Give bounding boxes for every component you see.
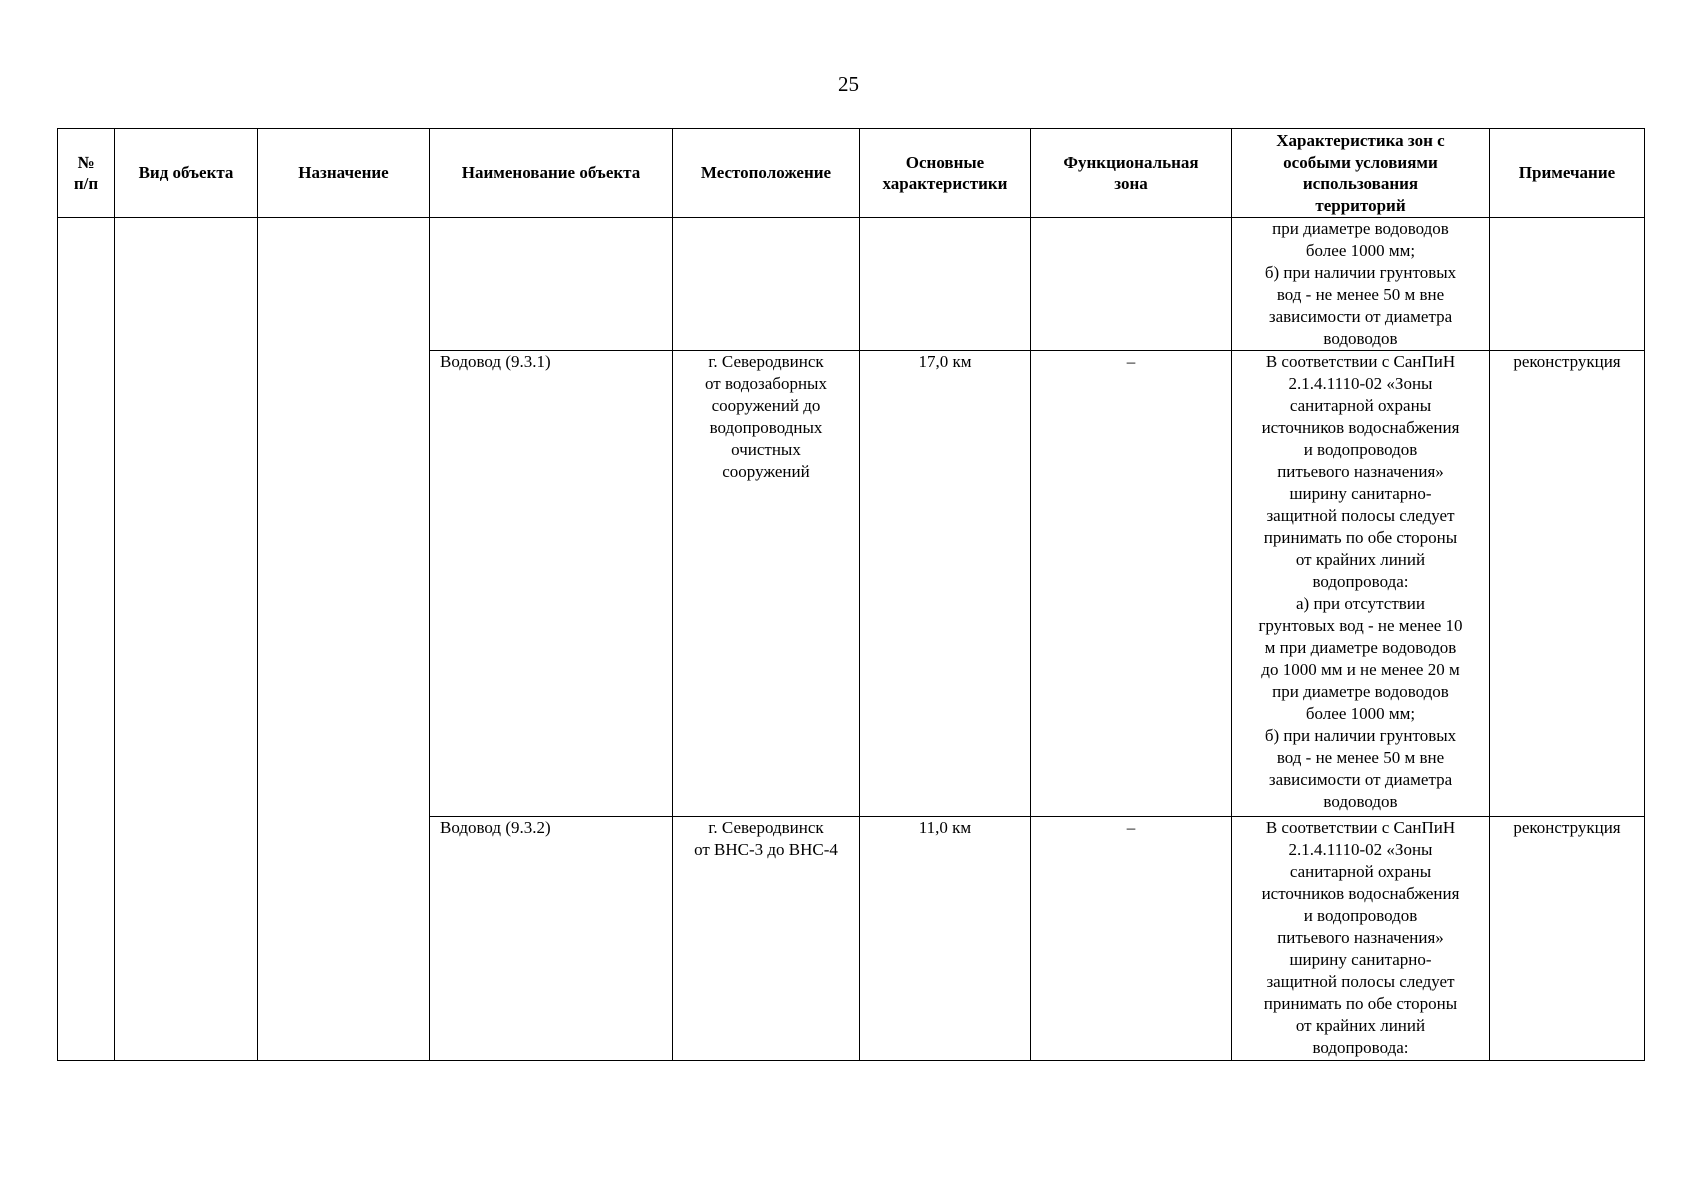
header-note: Примечание — [1490, 129, 1645, 218]
cell-functional-zone: – — [1031, 817, 1232, 1061]
cell-object-name — [430, 218, 673, 351]
header-object-name: Наименование объекта — [430, 129, 673, 218]
page-number: 25 — [838, 72, 859, 96]
cell-characteristics — [860, 218, 1031, 351]
cell-location: г. Северодвинск от водозаборных сооружений до водопроводных очистных сооружений — [673, 351, 860, 817]
header-purpose: Назначение — [258, 129, 430, 218]
table-header-row — [58, 129, 1645, 218]
cell-special-zones: при диаметре водоводов более 1000 мм; б) при наличии грунтовых вод - не менее 50 м вне зависимости от диаметра водоводов — [1232, 218, 1490, 351]
cell-functional-zone — [1031, 218, 1232, 351]
cell-characteristics: 17,0 км — [860, 351, 1031, 817]
header-characteristics: Основные характеристики — [860, 129, 1031, 218]
header-location: Местоположение — [673, 129, 860, 218]
cell-note: реконструкция — [1490, 817, 1645, 1061]
header-functional-zone: Функциональная зона — [1031, 129, 1232, 218]
cell-special-zones: В соответствии с СанПиН 2.1.4.1110-02 «Зоны санитарной охраны источников водоснабжения и водопроводов питьевого назначения» ширину санитарно- защитной полосы следует принимать по обе стороны от крайних линий водопровода: а) при отсутствии грунтовых вод - не менее 10 м при диаметре водоводов до 1000 мм и не менее 20 м при диаметре водоводов более 1000 мм; б) при наличии грунтовых вод - не менее 50 м вне зависимости от диаметра водоводов — [1232, 351, 1490, 817]
header-special-zones: Характеристика зон с особыми условиями использования территорий — [1232, 129, 1490, 218]
cell-note: реконструкция — [1490, 351, 1645, 817]
cell-functional-zone: – — [1031, 351, 1232, 817]
cell-object-name: Водовод (9.3.1) — [430, 351, 673, 817]
header-object-type: Вид объекта — [115, 129, 258, 218]
cell-location — [673, 218, 860, 351]
cell-special-zones: В соответствии с СанПиН 2.1.4.1110-02 «Зоны санитарной охраны источников водоснабжения и водопроводов питьевого назначения» ширину санитарно- защитной полосы следует принимать по обе стороны от крайних линий водопровода: — [1232, 817, 1490, 1061]
cell-note — [1490, 218, 1645, 351]
cell-object-type — [115, 218, 258, 1061]
cell-number — [58, 218, 115, 1061]
objects-table — [57, 128, 1645, 1061]
header-number: № п/п — [58, 129, 115, 218]
cell-purpose — [258, 218, 430, 1061]
cell-object-name: Водовод (9.3.2) — [430, 817, 673, 1061]
cell-characteristics: 11,0 км — [860, 817, 1031, 1061]
table-row — [58, 218, 1645, 351]
cell-location: г. Северодвинск от ВНС-3 до ВНС-4 — [673, 817, 860, 1061]
